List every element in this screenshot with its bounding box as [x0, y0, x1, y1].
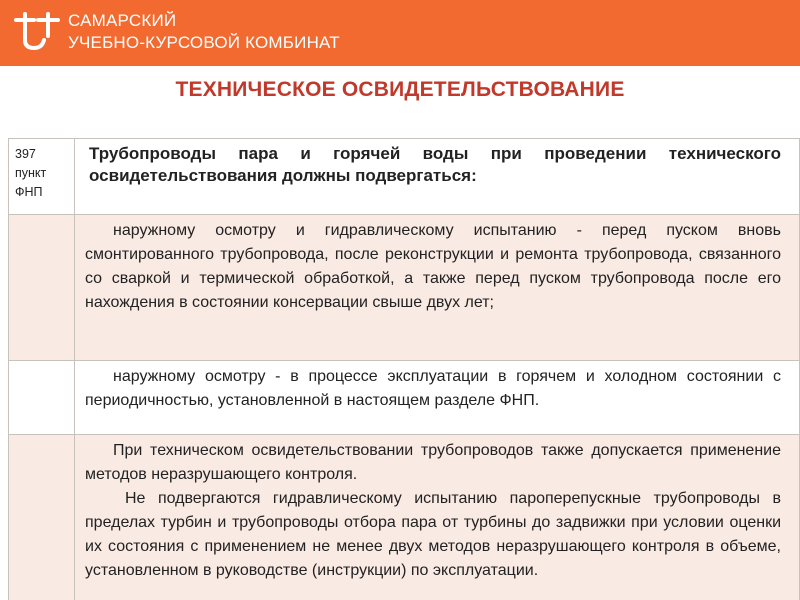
- header-bar: [0, 0, 800, 66]
- item-cell: [75, 361, 800, 435]
- note-paragraph-1: При техническом освидетельствовании трубопроводов также допускается применение методов неразрушающего контроля.: [85, 442, 781, 483]
- reference-word: пункт: [15, 166, 47, 180]
- requirement-item-1: наружному осмотру и гидравлическому испытанию - перед пуском вновь смонтированного трубопровода, после реконструкции и ремонта трубопровода, связанного со сваркой и термической обработкой, а также перед пуском трубопровода после его нахождения в состоянии консервации свыше двух лет;: [85, 222, 781, 311]
- requirement-item-2: наружному осмотру - в процессе эксплуатации в горячем и холодном состоянии с периодичностью, установленной в настоящем разделе ФНП.: [85, 368, 781, 409]
- note-paragraph-2: Не подвергаются гидравлическому испытанию пароперепускные трубопроводы в пределах турбин и трубопроводы отбора пара от турбины до задвижки при условии оценки их состояния с применением не менее двух методов неразрушающего контроля в объеме, установленном в руководстве (инструкции) по эксплуатации.: [85, 490, 781, 579]
- brand-line-2: УЧЕБНО-КУРСОВОЙ КОМБИНАТ: [68, 33, 340, 52]
- regulation-table: [8, 138, 800, 600]
- reference-doc: ФНП: [15, 185, 43, 199]
- reference-cell: [9, 139, 75, 215]
- table-row: [9, 435, 800, 600]
- empty-cell: [9, 215, 75, 361]
- reference-number: 397: [15, 147, 36, 161]
- item-cell: [75, 215, 800, 361]
- table-row: [9, 215, 800, 361]
- page-title: ТЕХНИЧЕСКОЕ ОСВИДЕТЕЛЬСТВОВАНИЕ: [175, 78, 625, 101]
- table-row: [9, 361, 800, 435]
- note-cell: [75, 435, 800, 600]
- empty-cell: [9, 435, 75, 600]
- brand-name: [68, 10, 340, 54]
- brand-line-1: САМАРСКИЙ: [68, 11, 177, 30]
- heading-cell: [75, 139, 800, 215]
- empty-cell: [9, 361, 75, 435]
- section-heading: Трубопроводы пара и горячей воды при проведении технического освидетельствования должны подвергаться:: [89, 144, 781, 185]
- table-row: [9, 139, 800, 215]
- ttplus-logo-icon: [12, 10, 64, 54]
